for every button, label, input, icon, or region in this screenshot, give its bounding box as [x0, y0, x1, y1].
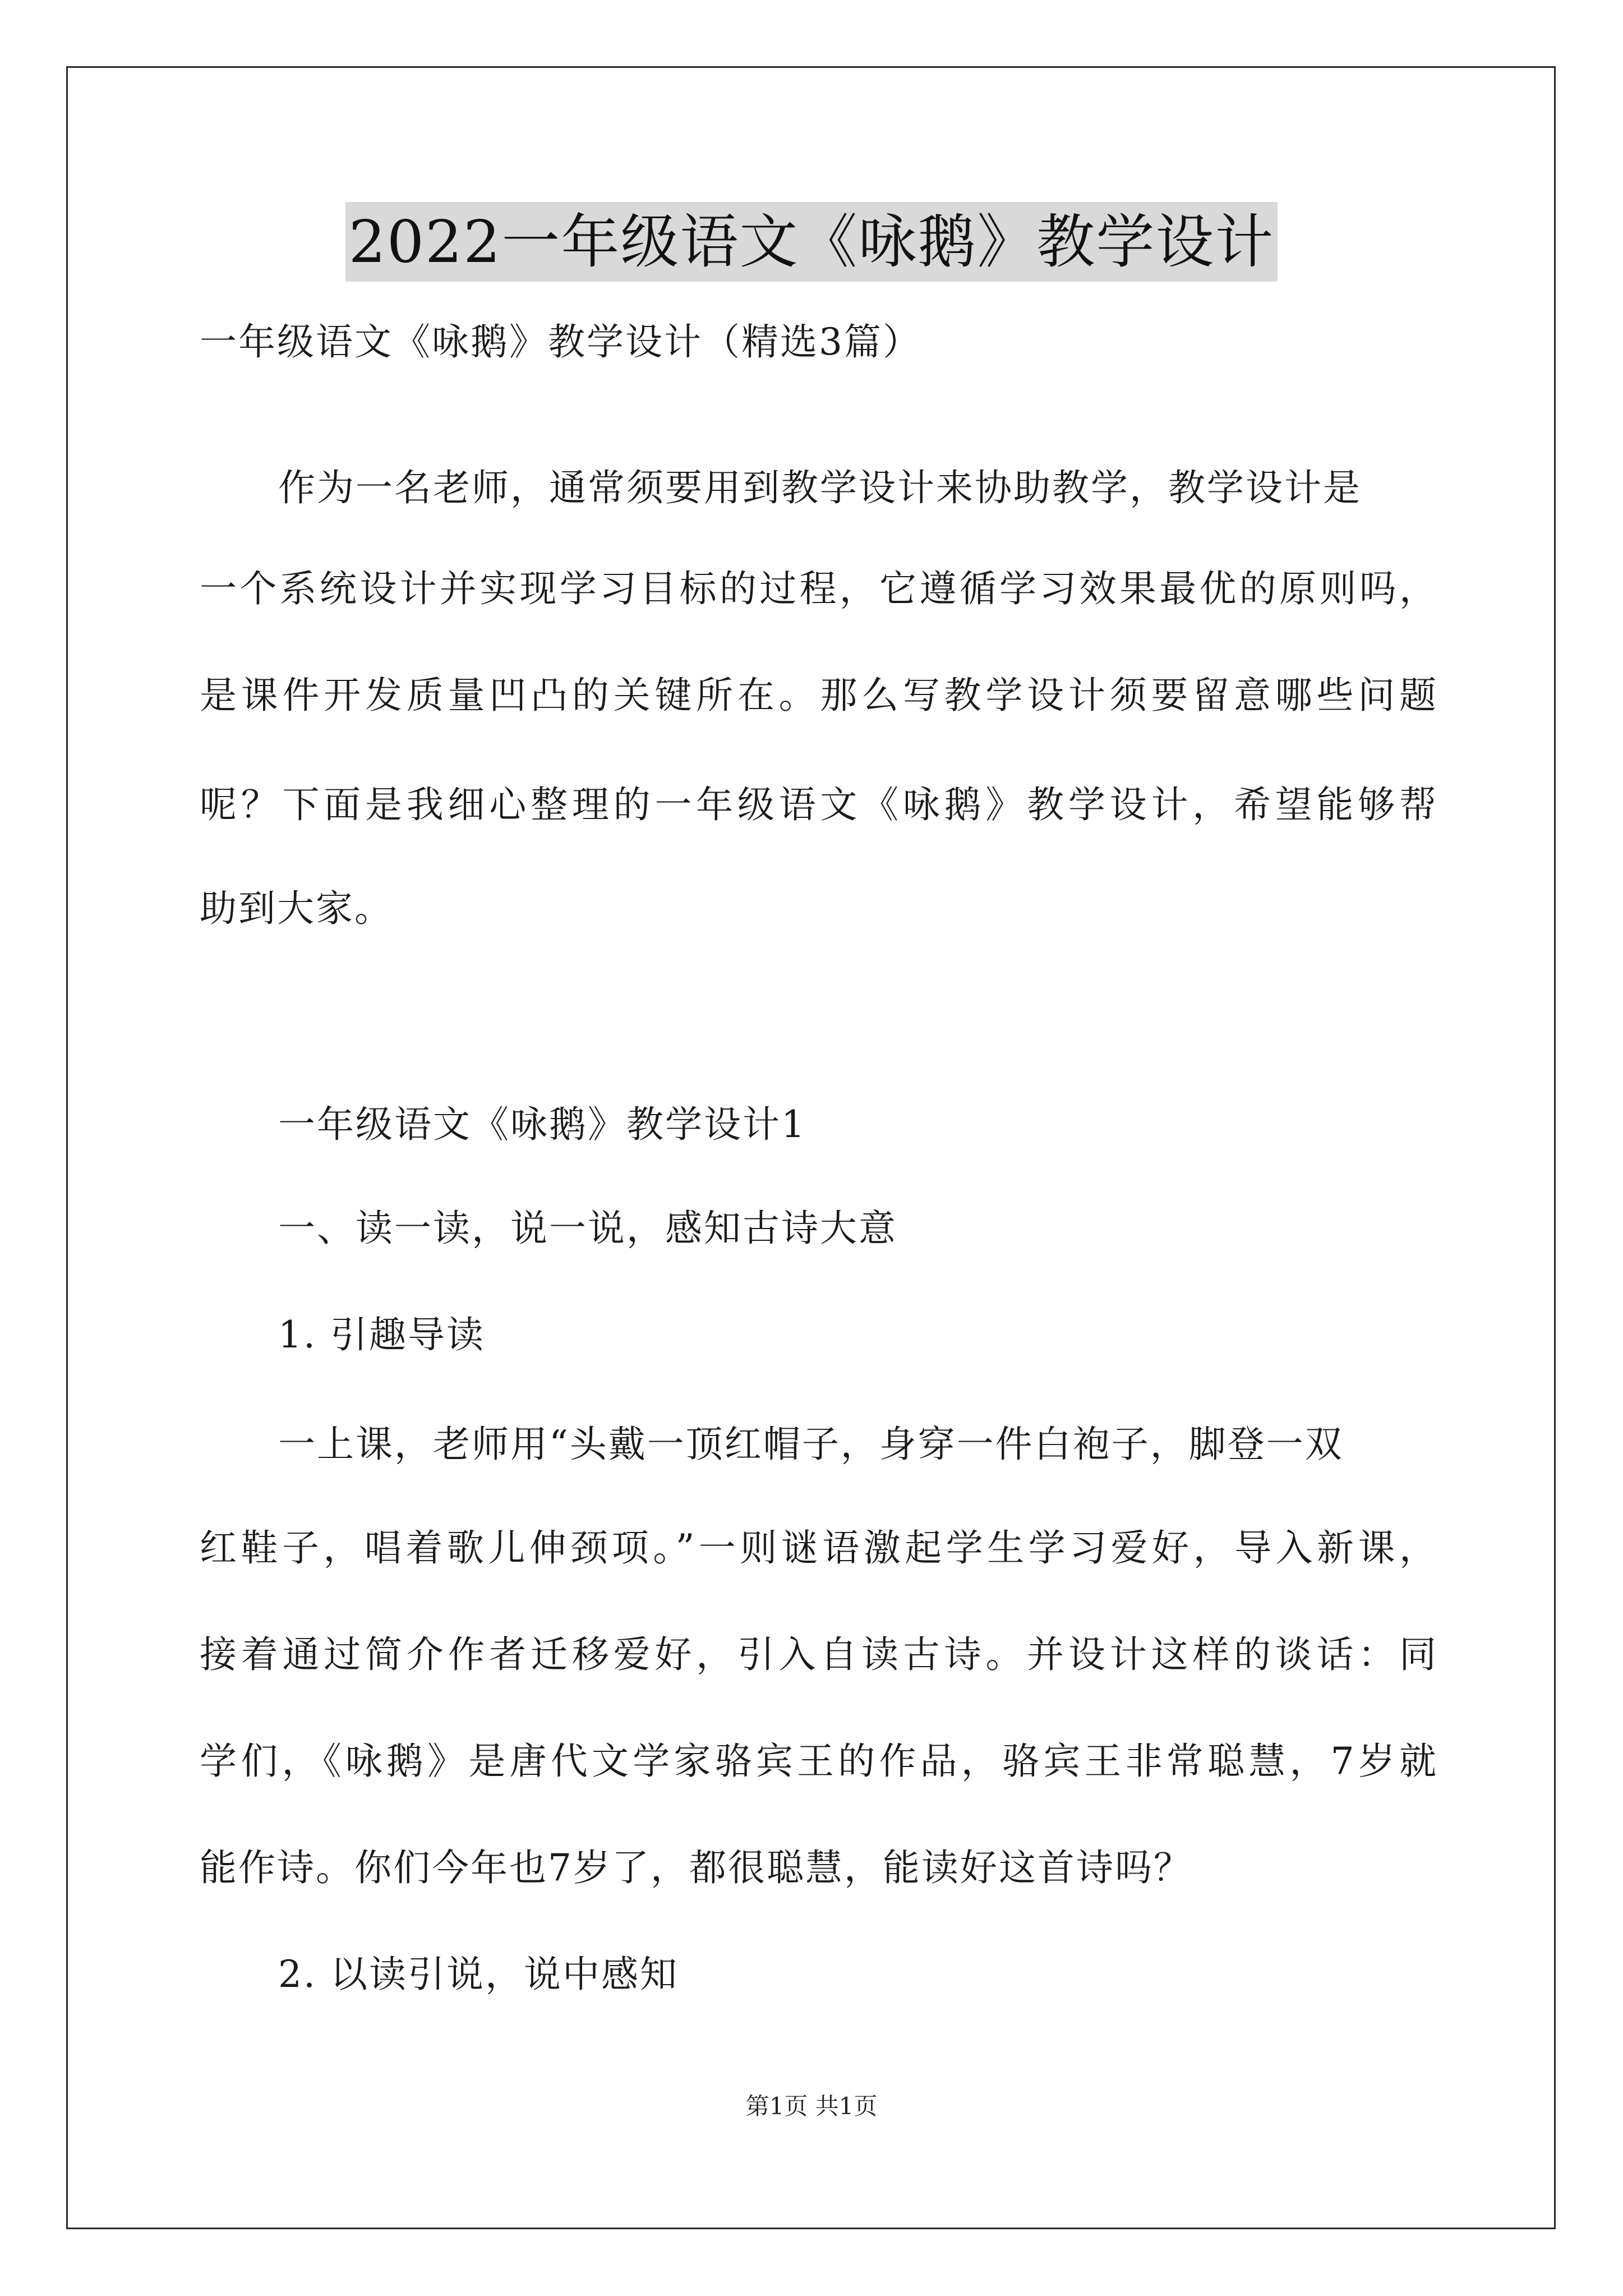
body-line: 一上课，老师用“头戴一顶红帽子，身穿一件白袍子，脚登一双 [278, 1423, 1344, 1466]
body-line: 能作诗。你们今年也7岁了，都很聪慧，能读好这首诗吗？ [200, 1846, 1192, 1889]
step-heading: 2. 以读引说，说中感知 [278, 1953, 679, 1996]
intro-line: 呢？下面是我细心整理的一年级语文《咏鹅》教学设计，希望能够帮 [200, 783, 1438, 826]
part-heading: 一、读一读，说一说，感知古诗大意 [278, 1207, 897, 1250]
body-line: 学们，《咏鹅》是唐代文学家骆宾王的作品，骆宾王非常聪慧，7岁就 [200, 1740, 1438, 1783]
title-container [0, 202, 1623, 282]
intro-line: 助到大家。 [200, 887, 393, 930]
body-line: 接着通过简介作者迁移爱好，引入自读古诗。并设计这样的谈话：同 [200, 1633, 1438, 1676]
document-subtitle: 一年级语文《咏鹅》教学设计（精选3篇） [200, 320, 921, 364]
page-footer: 第1页 共1页 [745, 2092, 878, 2120]
intro-line: 是课件开发质量凹凸的关键所在。那么写教学设计须要留意哪些问题 [200, 674, 1438, 717]
document-title: 2022一年级语文《咏鹅》教学设计 [345, 202, 1278, 282]
step-heading: 1. 引趣导读 [278, 1313, 485, 1356]
intro-line: 作为一名老师，通常须要用到教学设计来协助教学，教学设计是 [278, 466, 1362, 509]
intro-line: 一个系统设计并实现学习目标的过程，它遵循学习效果最优的原则吗， [200, 567, 1438, 610]
section-title: 一年级语文《咏鹅》教学设计1 [278, 1103, 806, 1146]
body-line: 红鞋子，唱着歌儿伸颈项。”一则谜语激起学生学习爱好，导入新课， [200, 1526, 1438, 1570]
